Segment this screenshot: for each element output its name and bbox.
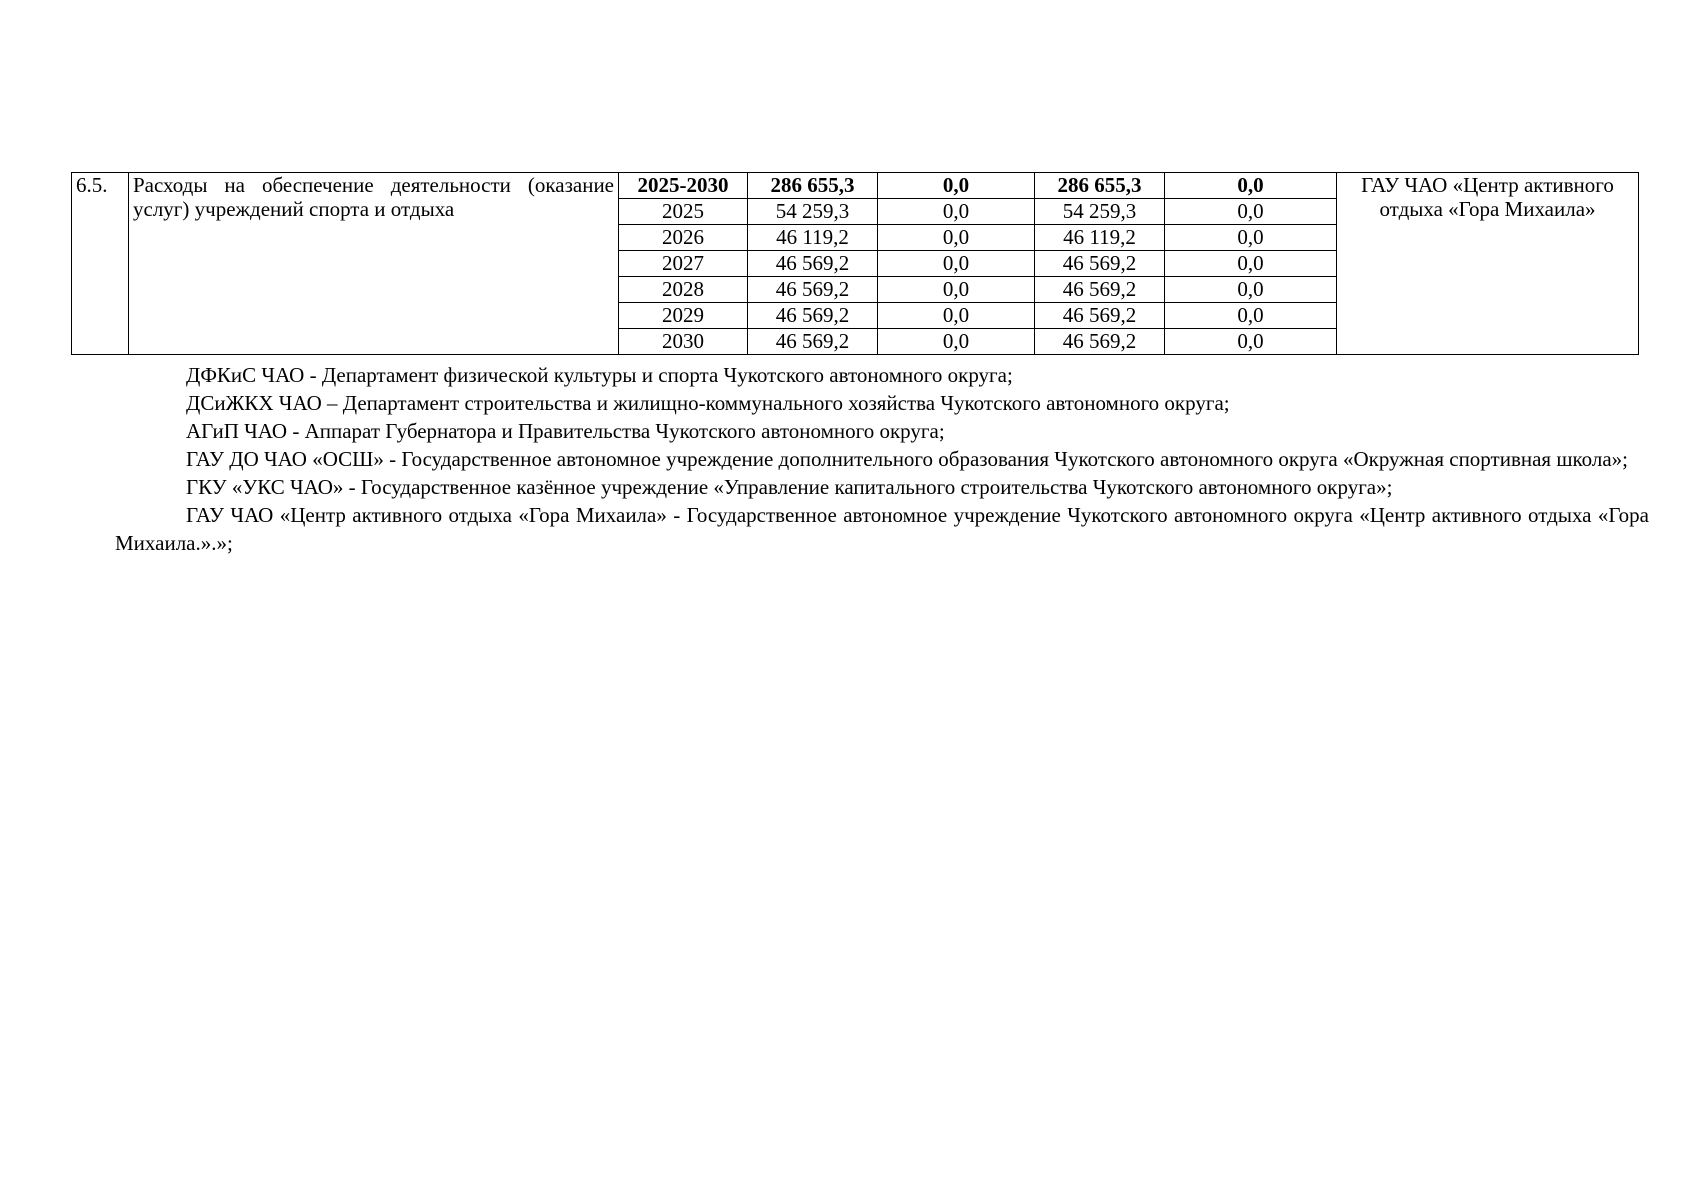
period-cell: 2025-2030 xyxy=(619,173,748,199)
period-cell: 2025 xyxy=(619,199,748,225)
abbreviation-note: ДСиЖКХ ЧАО – Департамент строительства и жилищно-коммунального хозяйства Чукотского автономного округа; xyxy=(186,391,1230,415)
value-cell: 0,0 xyxy=(878,225,1035,251)
value-cell: 0,0 xyxy=(878,303,1035,329)
value-cell: 0,0 xyxy=(878,199,1035,225)
value-cell: 46 569,2 xyxy=(1035,277,1165,303)
abbreviation-note: ГАУ ЧАО «Центр активного отдыха «Гора Михаила» - Государственное автономное учреждение Чукотского автономного округа «Центр активного отдыха «Гора Михаила.».»; xyxy=(115,503,1649,555)
total-cell: 46 569,2 xyxy=(748,277,878,303)
value-cell: 0,0 xyxy=(1165,173,1337,199)
abbreviation-note: ГАУ ДО ЧАО «ОСШ» - Государственное автономное учреждение дополнительного образования Чукотского автономного округа «Окружная спортивная школа»; xyxy=(186,447,1628,471)
value-cell: 54 259,3 xyxy=(1035,199,1165,225)
budget-table xyxy=(71,172,1639,355)
value-cell: 46 569,2 xyxy=(1035,303,1165,329)
total-cell: 46 569,2 xyxy=(748,303,878,329)
table-row xyxy=(72,173,1639,199)
period-cell: 2029 xyxy=(619,303,748,329)
value-cell: 46 119,2 xyxy=(1035,225,1165,251)
value-cell: 0,0 xyxy=(1165,199,1337,225)
abbreviation-note: АГиП ЧАО - Аппарат Губернатора и Правительства Чукотского автономного округа; xyxy=(186,419,945,443)
item-number: 6.5. xyxy=(72,173,129,355)
value-cell: 0,0 xyxy=(1165,329,1337,355)
value-cell: 0,0 xyxy=(878,173,1035,199)
abbreviation-note: ДФКиС ЧАО - Департамент физической культуры и спорта Чукотского автономного округа; xyxy=(186,363,1013,387)
period-cell: 2026 xyxy=(619,225,748,251)
value-cell: 46 569,2 xyxy=(1035,329,1165,355)
value-cell: 286 655,3 xyxy=(1035,173,1165,199)
abbreviations-list xyxy=(115,361,1649,557)
period-cell: 2027 xyxy=(619,251,748,277)
value-cell: 0,0 xyxy=(1165,225,1337,251)
value-cell: 46 569,2 xyxy=(1035,251,1165,277)
value-cell: 0,0 xyxy=(878,277,1035,303)
value-cell: 0,0 xyxy=(1165,277,1337,303)
period-cell: 2030 xyxy=(619,329,748,355)
total-cell: 286 655,3 xyxy=(748,173,878,199)
total-cell: 46 569,2 xyxy=(748,329,878,355)
executor-cell: ГАУ ЧАО «Центр активного отдыха «Гора Михаила» xyxy=(1337,173,1639,355)
value-cell: 0,0 xyxy=(1165,303,1337,329)
total-cell: 54 259,3 xyxy=(748,199,878,225)
period-cell: 2028 xyxy=(619,277,748,303)
total-cell: 46 119,2 xyxy=(748,225,878,251)
total-cell: 46 569,2 xyxy=(748,251,878,277)
value-cell: 0,0 xyxy=(878,251,1035,277)
value-cell: 0,0 xyxy=(878,329,1035,355)
item-name: Расходы на обеспечение деятельности (оказание услуг) учреждений спорта и отдыха xyxy=(129,173,619,355)
abbreviation-note: ГКУ «УКС ЧАО» - Государственное казённое учреждение «Управление капитального строительства Чукотского автономного округа»; xyxy=(186,475,1393,499)
value-cell: 0,0 xyxy=(1165,251,1337,277)
